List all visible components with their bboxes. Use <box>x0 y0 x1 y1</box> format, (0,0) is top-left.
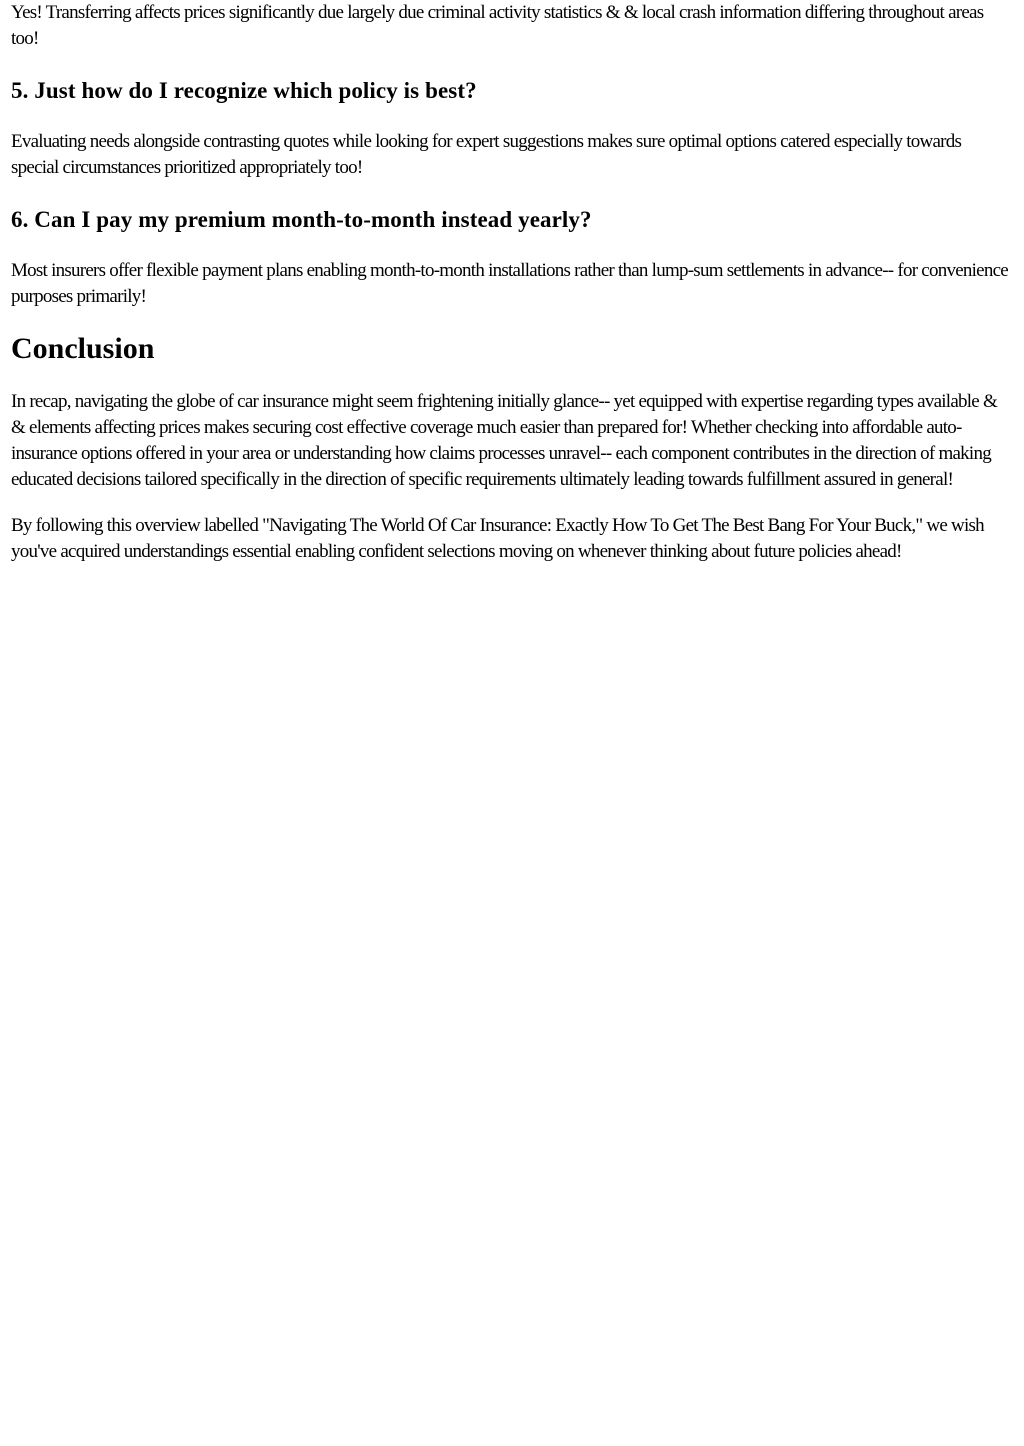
faq-answer-q6: Most insurers offer flexible payment plans enabling month-to-month installations rather than lump-sum settlements in advance-- for convenience purposes primarily! <box>11 260 1008 307</box>
conclusion-paragraph-2: By following this overview labelled "Navigating The World Of Car Insurance: Exactly How To Get The Best Bang For Your Buck," we wish you've acquired understandings essential enabling confident selections moving on whenever thinking about future policies ahead! <box>11 515 984 562</box>
faq-answer-q5: Evaluating needs alongside contrasting quotes while looking for expert suggestions makes sure optimal options catered especially towards special circumstances prioritized appropriately too! <box>11 131 962 178</box>
conclusion-heading: Conclusion <box>11 332 155 365</box>
faq-heading-q5: 5. Just how do I recognize which policy is best? <box>11 78 477 103</box>
intro-paragraph: Yes! Transferring affects prices significantly due largely due criminal activity statistics & & local crash information differing throughout areas too! <box>11 2 984 49</box>
faq-heading-q6: 6. Can I pay my premium month-to-month instead yearly? <box>11 207 592 232</box>
conclusion-paragraph-1: In recap, navigating the globe of car insurance might seem frightening initially glance-- yet equipped with expertise regarding types available & & elements affecting prices makes securing cost effective coverage much easier than prepared for! Whether checking into affordable auto-insurance options offered in your area or understanding how claims processes unravel-- each component contributes in the direction of making educated decisions tailored specifically in the direction of specific requirements ultimately leading towards fulfillment assured in general! <box>11 391 998 490</box>
